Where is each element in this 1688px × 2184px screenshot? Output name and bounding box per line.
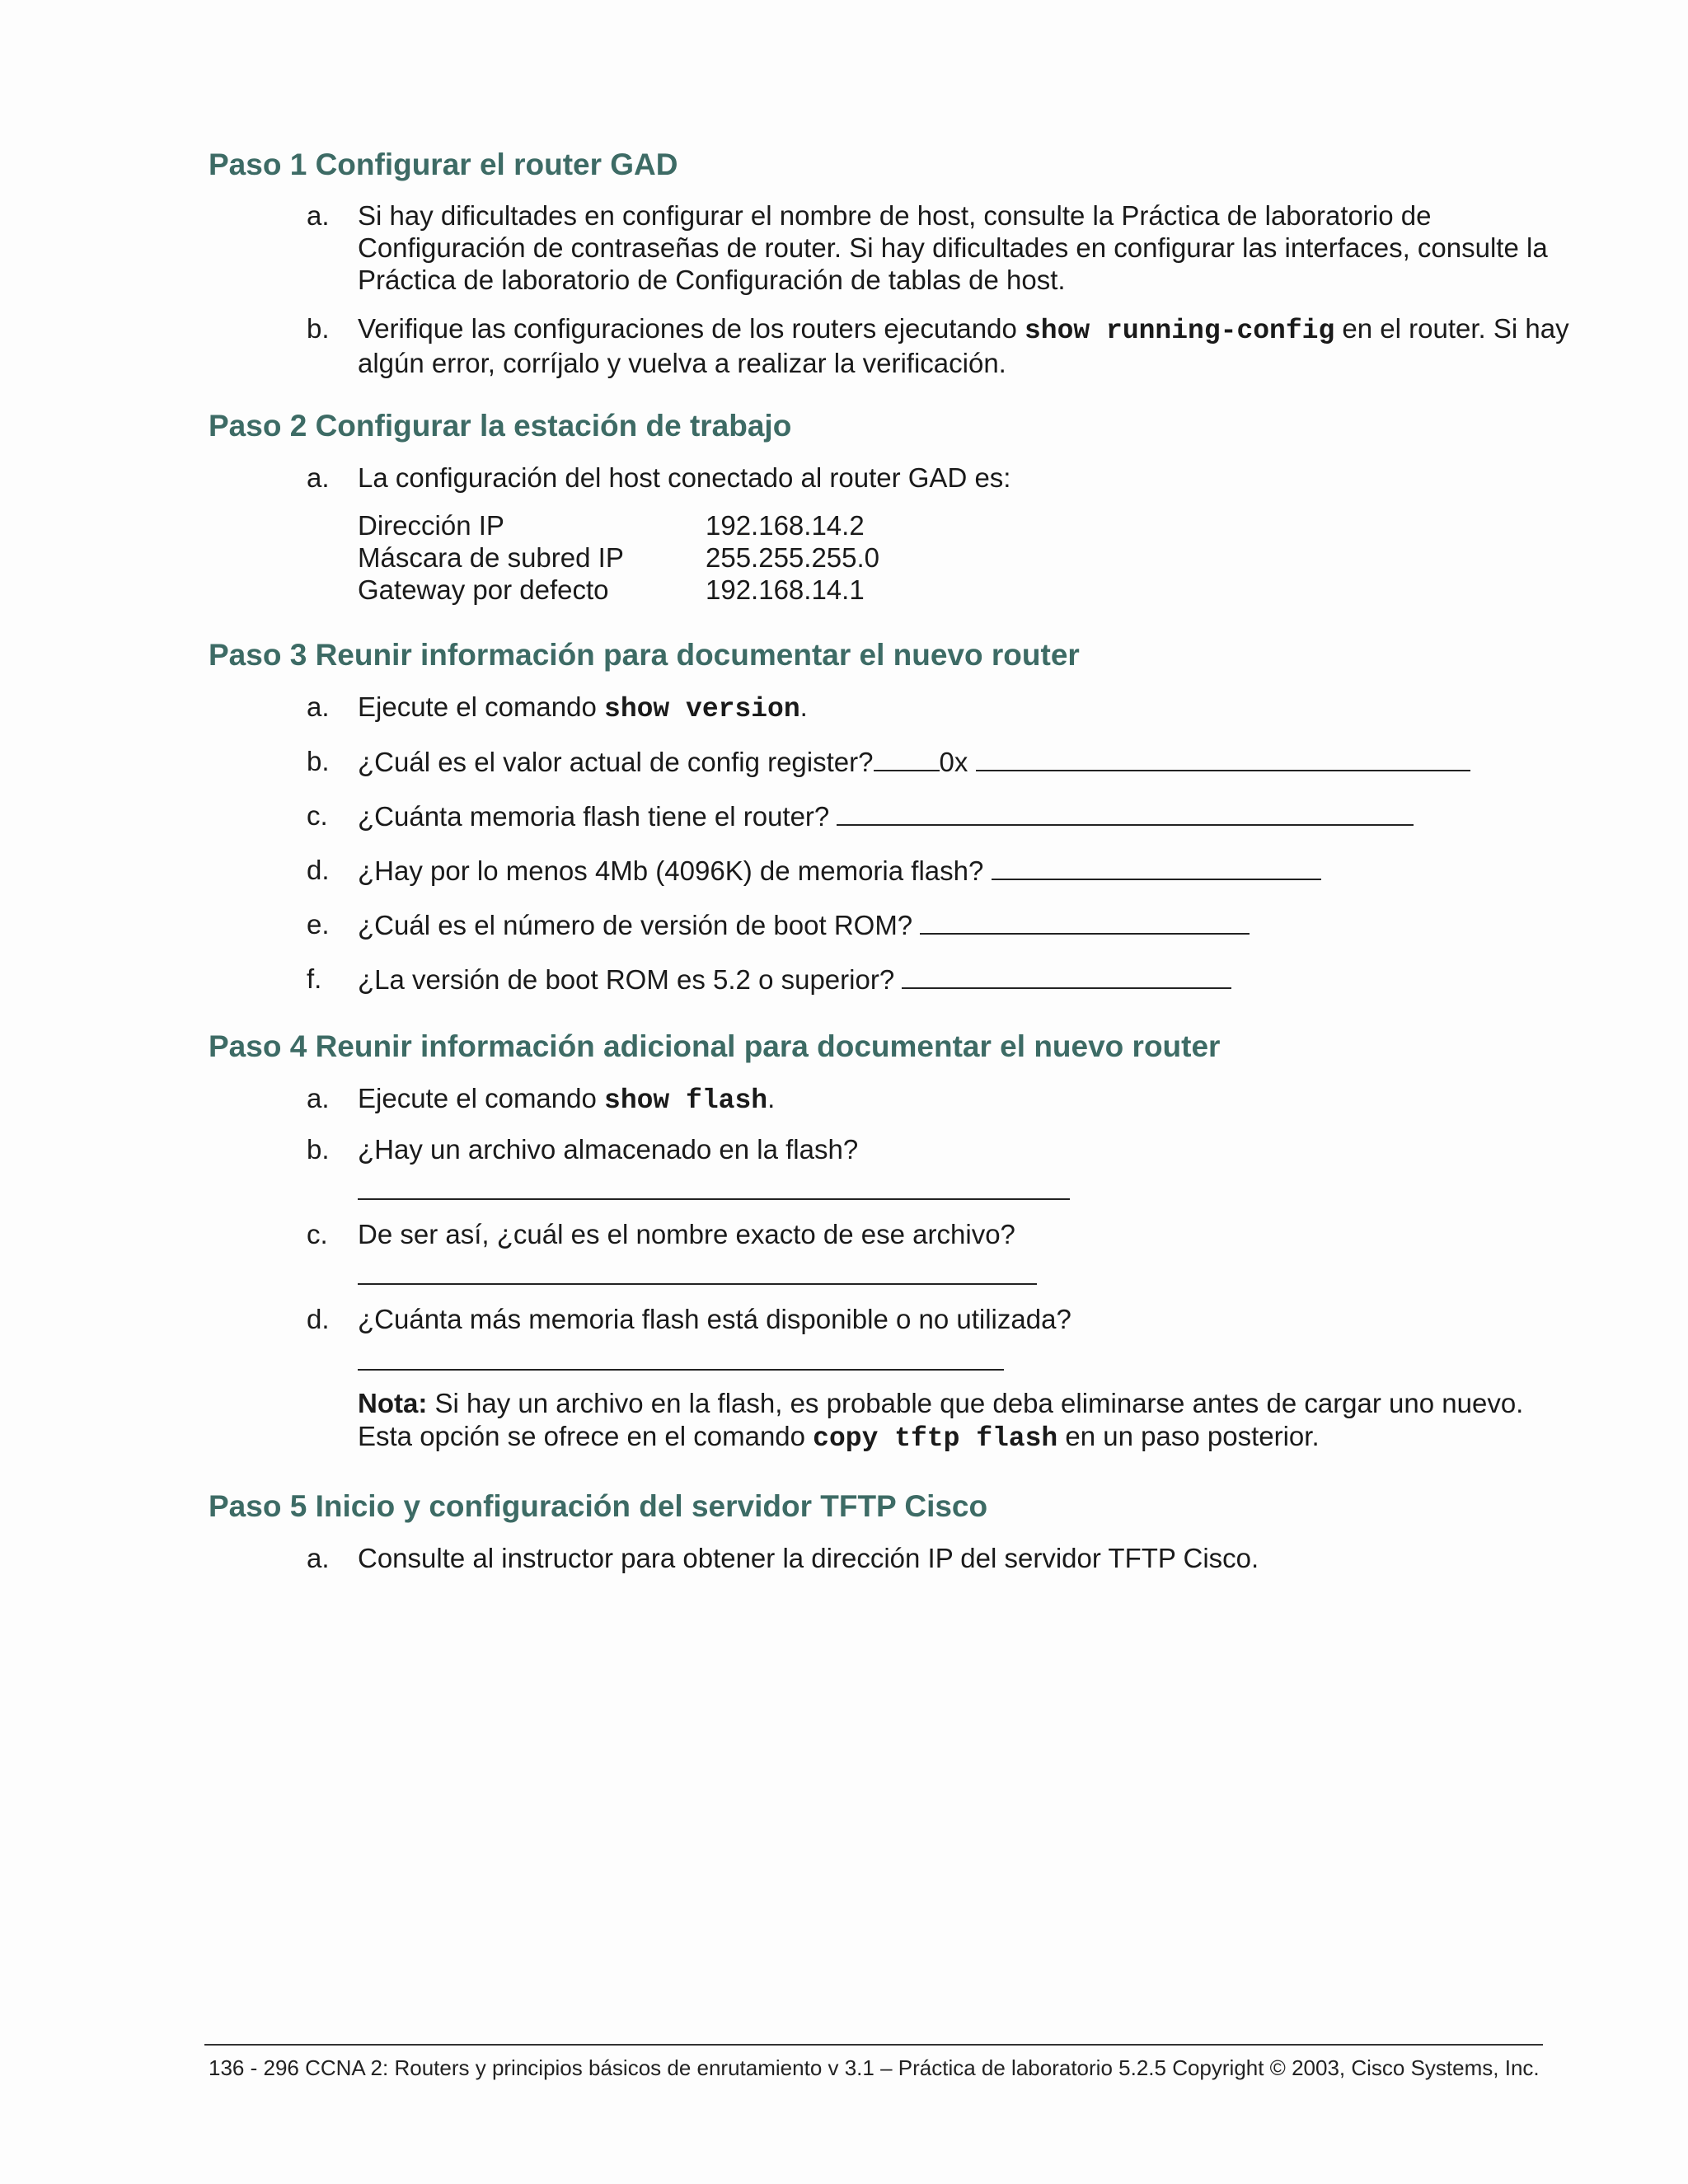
command-text: show flash <box>604 1085 768 1116</box>
config-label: Gateway por defecto <box>358 574 609 605</box>
item-letter: f. <box>307 963 322 994</box>
item-text: Si hay dificultades en configurar el nombre de host, consulte la Práctica de laboratorio de Configuración de contraseñas de router. Si hay dificultades en configurar las interfaces, consulte la Práctica de laboratorio de Configuración de tablas de host. <box>358 200 1548 295</box>
item-letter: c. <box>307 1219 328 1249</box>
item-letter: b. <box>307 313 330 344</box>
answer-blank[interactable] <box>976 745 1470 771</box>
config-label: Máscara de subred IP <box>358 542 624 573</box>
command-text: copy tftp flash <box>813 1423 1058 1454</box>
command-text: show running-config <box>1025 316 1335 346</box>
item-text: De ser así, ¿cuál es el nombre exacto de ese archivo? <box>358 1219 1015 1249</box>
item-letter: d. <box>307 1304 330 1334</box>
question-text: ¿Hay por lo menos 4Mb (4096K) de memoria flash? <box>358 855 984 886</box>
item-text <box>358 1082 1611 1117</box>
item-text <box>358 691 1611 725</box>
item-letter: d. <box>307 855 330 885</box>
answer-blank[interactable] <box>837 799 1414 826</box>
step-1-title: Paso 1 Configurar el router GAD <box>209 148 678 181</box>
text-fragment: . <box>799 691 808 722</box>
config-label: Dirección IP <box>358 510 504 541</box>
config-value: 192.168.14.1 <box>706 574 865 605</box>
question-text: ¿Cuál es el número de versión de boot ROM? <box>358 910 913 940</box>
question-text: ¿Cuál es el valor actual de config register? <box>358 747 874 777</box>
step-4-title: Paso 4 Reunir información adicional para documentar el nuevo router <box>209 1029 1221 1063</box>
item-text: Consulte al instructor para obtener la dirección IP del servidor TFTP Cisco. <box>358 1543 1259 1573</box>
item-letter: a. <box>307 1543 330 1573</box>
item-letter: e. <box>307 909 330 940</box>
question-text: ¿Cuánta memoria flash tiene el router? <box>358 801 830 832</box>
item-letter: a. <box>307 200 330 231</box>
note-label: Nota: <box>358 1388 428 1418</box>
answer-blank[interactable] <box>902 963 1231 989</box>
item-text <box>358 799 1611 832</box>
item-text: ¿Cuánta más memoria flash está disponible o no utilizada? <box>358 1304 1071 1334</box>
page-footer: 136 - 296 CCNA 2: Routers y principios básicos de enrutamiento v 3.1 – Práctica de laboratorio 5.2.5 Copyright © 2003, Cisco Systems, Inc. <box>209 2055 1540 2080</box>
text-fragment: Ejecute el comando <box>358 1083 605 1113</box>
answer-blank[interactable] <box>874 745 940 771</box>
item-letter: b. <box>307 1134 330 1165</box>
text-fragment: en un paso posterior. <box>1057 1421 1320 1451</box>
text-fragment: en el router. Si hay algún error, corríjalo y vuelva a realizar la verificación. <box>358 313 1569 378</box>
item-letter: a. <box>307 691 330 722</box>
item-letter: a. <box>307 462 330 493</box>
config-value: 255.255.255.0 <box>706 542 880 573</box>
item-text <box>358 854 1611 887</box>
step-3-title: Paso 3 Reunir información para documentar el nuevo router <box>209 638 1080 672</box>
item-letter: c. <box>307 800 328 831</box>
item-text: ¿Hay un archivo almacenado en la flash? <box>358 1134 859 1165</box>
step-5-title: Paso 5 Inicio y configuración del servidor TFTP Cisco <box>209 1489 988 1523</box>
answer-line[interactable] <box>358 1369 1004 1371</box>
answer-line[interactable] <box>358 1198 1070 1200</box>
text-fragment: Si hay un archivo en la flash, es probable que deba eliminarse antes de cargar uno nuevo. Esta opción se ofrece en el comando <box>358 1388 1524 1451</box>
note-paragraph <box>358 1387 1545 1455</box>
command-text: show version <box>604 694 800 724</box>
footer-divider <box>204 2044 1543 2046</box>
step-2-title: Paso 2 Configurar la estación de trabajo <box>209 409 792 443</box>
item-text <box>358 908 1611 941</box>
item-text: La configuración del host conectado al router GAD es: <box>358 462 1011 493</box>
hex-prefix: 0x <box>939 747 968 777</box>
text-fragment: . <box>767 1083 776 1113</box>
answer-blank[interactable] <box>920 908 1250 935</box>
text-fragment: Verifique las configuraciones de los routers ejecutando <box>358 313 1025 344</box>
item-letter: b. <box>307 746 330 776</box>
item-text <box>358 963 1611 996</box>
item-letter: a. <box>307 1083 330 1113</box>
text-fragment: Ejecute el comando <box>358 691 605 722</box>
answer-line[interactable] <box>358 1283 1037 1285</box>
answer-blank[interactable] <box>992 854 1321 880</box>
question-text: ¿La versión de boot ROM es 5.2 o superior? <box>358 964 895 995</box>
item-text <box>358 312 1594 379</box>
config-value: 192.168.14.2 <box>706 510 865 541</box>
item-text <box>358 745 1611 778</box>
